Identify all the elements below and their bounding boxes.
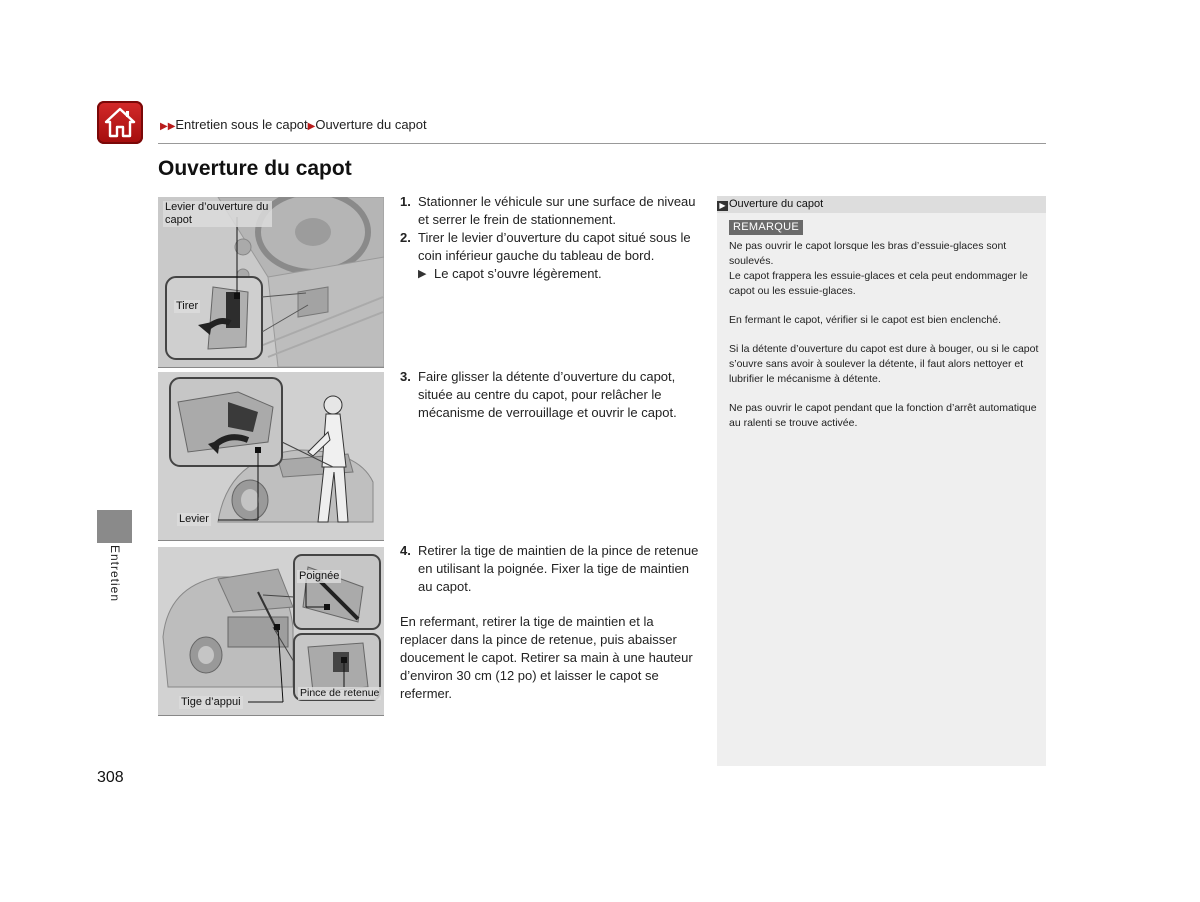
step-number: 2.: [400, 230, 411, 245]
steps-group-2: [400, 368, 700, 422]
breadcrumb-arrow-icon: ▶▶: [160, 121, 176, 132]
closing-paragraph: En refermant, retirer la tige de maintien et la replacer dans la pince de retenue, puis abaisser doucement le capot. Retirer sa main à une hauteur d’environ 30 cm (12 po) et laisser le capot se refermer.: [400, 614, 693, 701]
step-text: Retirer la tige de maintien de la pince de retenue en utilisant la poignée. Fixer la tige de maintien au capot.: [418, 543, 699, 594]
step-text: Tirer le levier d’ouverture du capot situé sous le coin inférieur gauche du tableau de bord.: [418, 230, 691, 263]
notes-panel-header: [717, 196, 1046, 213]
figure-hood-release-lever: [158, 197, 384, 368]
steps-group-3: [400, 542, 700, 596]
chapter-tab-label: Entretien: [108, 545, 122, 603]
step-2-result: [400, 265, 700, 283]
home-icon: [103, 106, 137, 139]
header-divider: [158, 143, 1046, 144]
figure-hood-latch: [158, 372, 384, 541]
chapter-tab[interactable]: [97, 510, 132, 543]
page-number: 308: [97, 769, 124, 786]
figure-support-rod: [158, 547, 384, 716]
notice-badge: REMARQUE: [729, 220, 803, 235]
label-handle: Poignée: [299, 570, 340, 582]
notes-list: [729, 239, 1039, 445]
notes-panel: [717, 196, 1046, 766]
note-3: Si la détente d’ouverture du capot est dure à bouger, ou si le capot s’ouvre sans avoir à soulever la détente, il faut alors nettoyer et lubrifier le mécanisme à détente.: [729, 343, 1039, 385]
step-4: [400, 542, 700, 596]
step-text: Faire glisser la détente d’ouverture du capot, située au centre du capot, pour relâcher le mécanisme de verrouillage et ouvrir le capot.: [418, 369, 677, 420]
page-title: Ouverture du capot: [158, 157, 352, 180]
note-4: Ne pas ouvrir le capot pendant que la fonction d’arrêt automatique au ralenti se trouve activée.: [729, 402, 1037, 429]
step-number: 1.: [400, 194, 411, 209]
breadcrumb: [160, 117, 427, 132]
label-pull: Tirer: [176, 300, 199, 312]
step-2: [400, 229, 700, 265]
home-button[interactable]: [97, 101, 143, 144]
breadcrumb-section[interactable]: Entretien sous le capot: [175, 117, 308, 132]
step-1: [400, 193, 700, 229]
note-2: En fermant le capot, vérifier si le capot est bien enclenché.: [729, 314, 1001, 326]
notes-panel-title: Ouverture du capot: [729, 198, 824, 210]
breadcrumb-arrow-icon: ▶: [307, 121, 316, 132]
label-retaining-clip: Pince de retenue: [300, 687, 380, 699]
label-support-rod: Tige d’appui: [181, 696, 241, 708]
result-arrow-icon: ▶: [418, 268, 427, 280]
steps-group-1: [400, 193, 700, 283]
note-1: Ne pas ouvrir le capot lorsque les bras d’essuie-glaces sont soulevés. Le capot frappera les essuie-glaces et cela peut endommager le capot ou les essuie-glaces.: [729, 240, 1028, 297]
breadcrumb-current: Ouverture du capot: [315, 117, 427, 132]
step-result-text: Le capot s’ouvre légèrement.: [434, 266, 602, 281]
step-number: 3.: [400, 369, 411, 384]
step-3: [400, 368, 700, 422]
label-lever: Levier: [179, 513, 209, 525]
reference-icon: ▶: [717, 201, 728, 211]
label-hood-release-lever: Levier d’ouverture du capot: [163, 201, 272, 227]
step-number: 4.: [400, 543, 411, 558]
step-text: Stationner le véhicule sur une surface de niveau et serrer le frein de stationnement.: [418, 194, 696, 227]
